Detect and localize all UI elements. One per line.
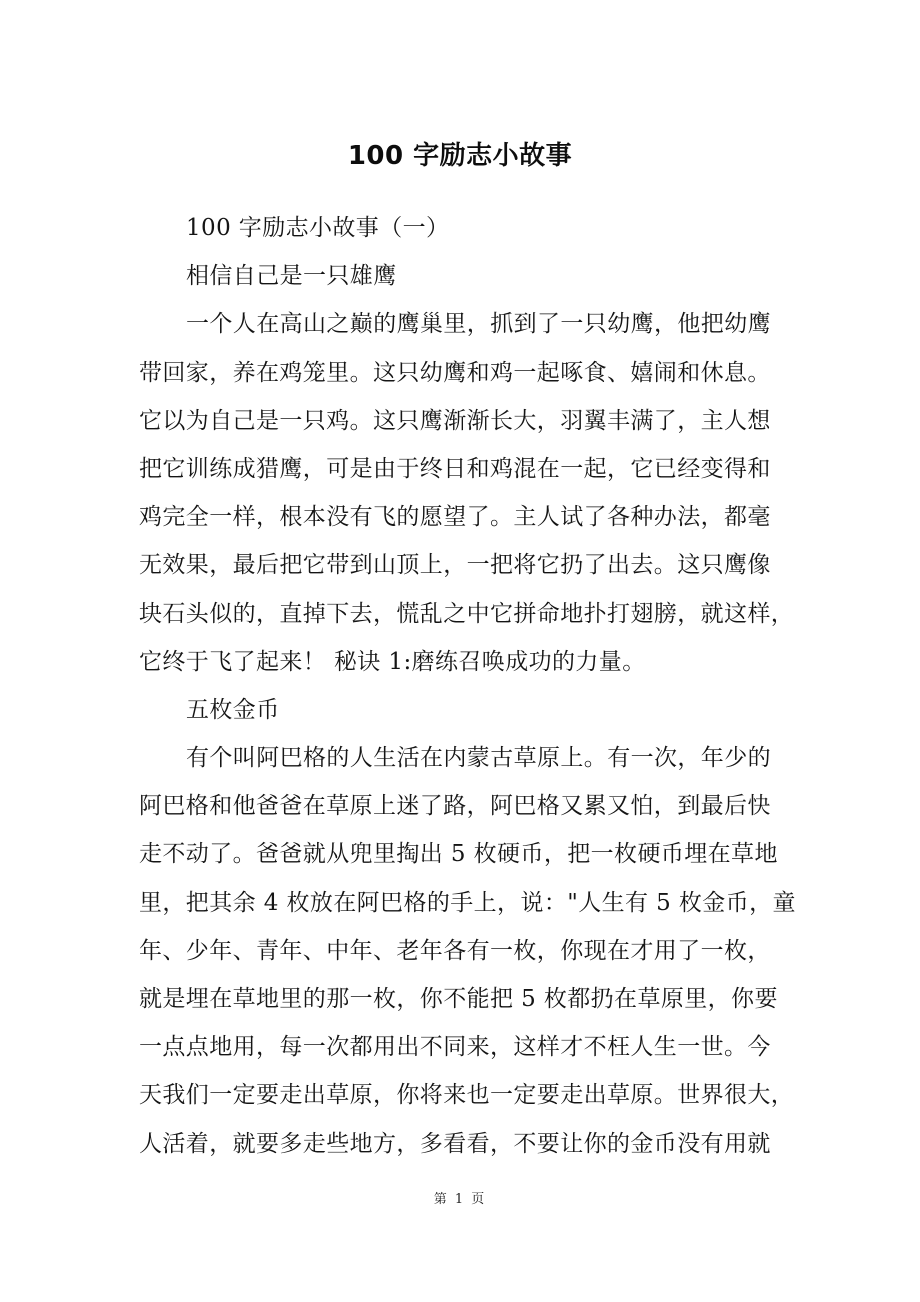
paragraph-line: 人活着，就要多走些地方，多看看，不要让你的金币没有用就 <box>139 1130 771 1157</box>
paragraph-line: 有个叫阿巴格的人生活在内蒙古草原上。有一次，年少的 <box>186 745 771 772</box>
paragraph-line: 里，把其余 4 枚放在阿巴格的手上，说："人生有 5 枚金币，童 <box>139 889 796 916</box>
paragraph-line: 把它训练成猎鹰，可是由于终日和鸡混在一起，它已经变得和 <box>139 455 771 482</box>
paragraph-line: 一个人在高山之巅的鹰巢里，抓到了一只幼鹰，他把幼鹰 <box>186 311 771 338</box>
story-title: 五枚金币 <box>186 696 280 723</box>
page-number: 第 1 页 <box>433 1192 487 1207</box>
story-title: 相信自己是一只雄鹰 <box>186 263 397 290</box>
paragraph-line: 块石头似的，直掉下去，慌乱之中它拼命地扑打翅膀，就这样， <box>139 600 795 627</box>
paragraph-line: 天我们一定要走出草原，你将来也一定要走出草原。世界很大， <box>139 1082 795 1109</box>
paragraph-line: 就是埋在草地里的那一枚，你不能把 5 枚都扔在草原里，你要 <box>139 986 778 1012</box>
paragraph-line: 带回家，养在鸡笼里。这只幼鹰和鸡一起啄食、嬉闹和休息。 <box>139 359 771 386</box>
paragraph-line: 鸡完全一样，根本没有飞的愿望了。主人试了各种办法，都毫 <box>139 504 771 531</box>
document-title: 100 字励志小故事 <box>347 141 573 171</box>
paragraph-line: 年、少年、青年、中年、老年各有一枚，你现在才用了一枚， <box>139 937 771 964</box>
paragraph-line: 它终于飞了起来！ 秘诀 1:磨练召唤成功的力量。 <box>139 648 646 675</box>
paragraph-line: 一点点地用，每一次都用出不同来，这样才不枉人生一世。今 <box>139 1034 771 1061</box>
paragraph-line: 无效果，最后把它带到山顶上，一把将它扔了出去。这只鹰像 <box>139 552 771 579</box>
document-body <box>139 204 796 1168</box>
paragraph-line: 走不动了。爸爸就从兜里掏出 5 枚硬币，把一枚硬币埋在草地 <box>139 841 778 868</box>
paragraph-line: 它以为自己是一只鸡。这只鹰渐渐长大，羽翼丰满了，主人想 <box>139 407 771 434</box>
paragraph-line: 阿巴格和他爸爸在草原上迷了路，阿巴格又累又怕，到最后快 <box>139 793 771 820</box>
section-heading: 100 字励志小故事（一） <box>186 215 450 241</box>
